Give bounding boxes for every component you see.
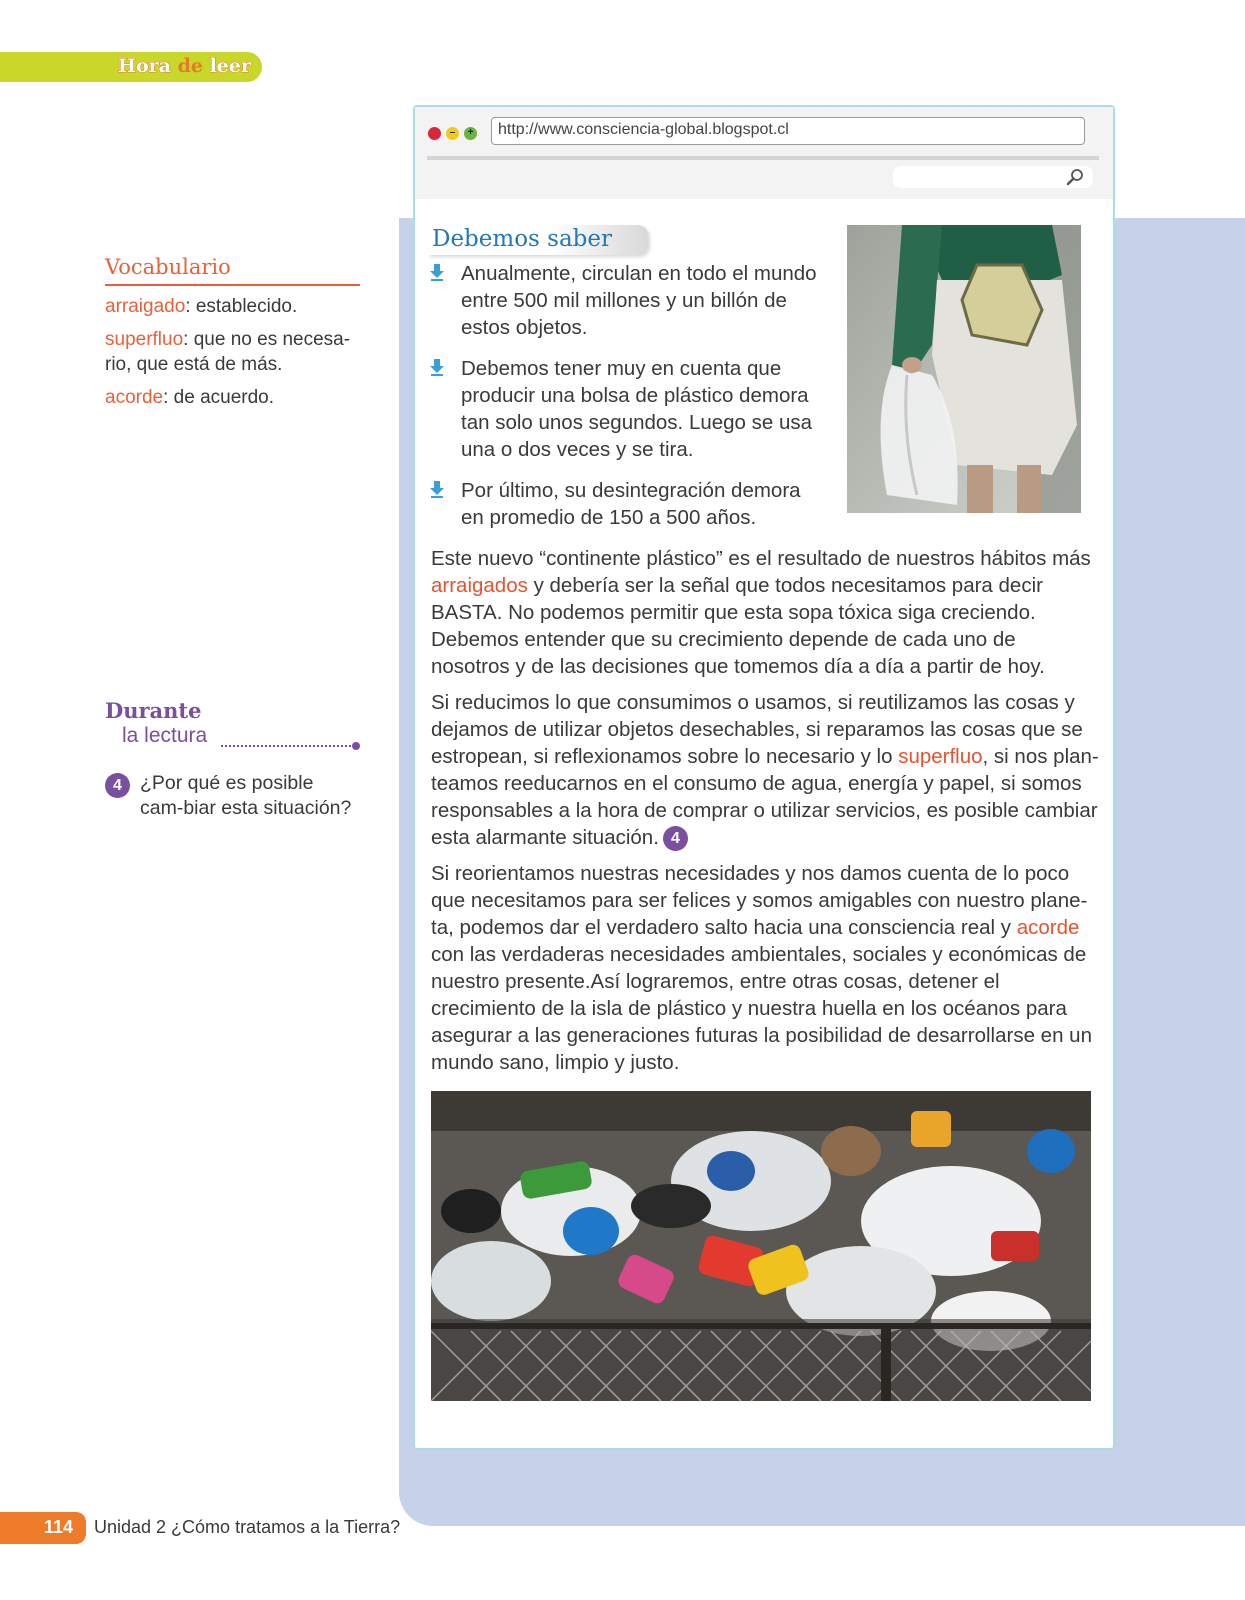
toolbar-divider bbox=[427, 156, 1099, 160]
close-window-icon[interactable] bbox=[428, 127, 441, 140]
dotted-rule bbox=[221, 745, 351, 747]
address-bar[interactable]: http://www.consciencia-global.blogspot.cl bbox=[491, 117, 1085, 145]
list-item: Debemos tener muy en cuenta que producir una bolsa de plástico demora tan solo unos segundos. Luego se usa una o dos veces y se tira. bbox=[425, 355, 825, 463]
durante-la-lectura-heading: Durante la lectura bbox=[105, 698, 365, 723]
question-marker-badge: 4 bbox=[663, 826, 688, 851]
section-tab bbox=[0, 52, 262, 82]
vocabulary-box bbox=[105, 255, 360, 410]
vocab-term: acorde bbox=[105, 387, 164, 408]
minimize-window-icon[interactable]: – bbox=[446, 127, 459, 140]
section-tab-label: Hora de leer bbox=[118, 55, 251, 77]
vocab-highlight: superfluo bbox=[898, 745, 983, 768]
debemos-saber-heading: Debemos saber bbox=[428, 225, 648, 255]
facts-list bbox=[425, 260, 825, 545]
vocab-term: arraigado bbox=[105, 296, 186, 317]
browser-toolbar bbox=[415, 107, 1113, 199]
page-number-tab bbox=[0, 1512, 86, 1544]
search-input[interactable] bbox=[893, 166, 1093, 188]
vocab-highlight: acorde bbox=[1016, 916, 1080, 940]
arrow-down-icon bbox=[429, 481, 445, 499]
reading-question bbox=[105, 771, 360, 821]
vocab-entry: arraigado: establecido. bbox=[105, 296, 298, 317]
browser-window bbox=[413, 105, 1115, 1450]
maximize-window-icon[interactable]: + bbox=[464, 127, 477, 140]
vocabulary-title: Vocabulario bbox=[105, 255, 360, 286]
article-body bbox=[431, 545, 1099, 1085]
paragraph: Si reorientamos nuestras necesidades y nos damos cuenta de lo poco que necesitamos para ser felices y somos amigables con nuestro plane-ta, podemos dar el verdadero salto hacia una consciencia real y acorde con las verdaderas necesidades ambientales, sociales y económicas de nuestro presente.Así lograremos, entre otras cosas, detener el crecimiento de la isla de plástico y nuestra huella en los océanos para asegurar a las generaciones futuras la posibilidad de desarrollarse en un mundo sano, limpio y justo. bbox=[431, 862, 1092, 1075]
arrow-down-icon bbox=[429, 359, 445, 377]
list-item: Por último, su desintegración demora en promedio de 150 a 500 años. bbox=[425, 477, 825, 531]
question-text: ¿Por qué es posible cam-biar esta situación? bbox=[140, 772, 352, 819]
vocab-term: superfluo bbox=[105, 329, 184, 350]
vocab-highlight: arraigados bbox=[431, 574, 528, 597]
page-number: 114 bbox=[43, 1517, 73, 1537]
plastic-bag-photo bbox=[847, 225, 1081, 513]
vocab-entry: superfluo: que no es necesa-rio, que está de más. bbox=[105, 329, 351, 375]
question-number-badge: 4 bbox=[105, 773, 130, 798]
rule-end-dot bbox=[352, 742, 360, 750]
paragraph: Este nuevo “continente plástico” es el resultado de nuestros hábitos más arraigados y debería ser la señal que todos necesitamos para decir BASTA. No podemos permitir que esta sopa tóxica siga creciendo. Debemos entender que su crecimiento depende de cada uno de nosotros y de las decisiones que tomemos día a día a partir de hoy. bbox=[431, 547, 1091, 678]
unit-title: Unidad 2 ¿Cómo tratamos a la Tierra? bbox=[94, 1517, 401, 1537]
search-icon[interactable] bbox=[1065, 167, 1085, 187]
vocab-entry: acorde: de acuerdo. bbox=[105, 387, 275, 408]
plastic-waste-photo bbox=[431, 1091, 1091, 1401]
paragraph: Si reducimos lo que consumimos o usamos, si reutilizamos las cosas y dejamos de utilizar objetos desechables, si reparamos las cosas que se estropean, si reflexionamos sobre lo necesario y lo superfluo, si nos plan-teamos reeducarnos en el consumo de agua, energía y papel, si somos responsables a la hora de comprar o utilizar servicios, es posible cambiar esta alarmante situación. 4 bbox=[431, 689, 1099, 851]
arrow-down-icon bbox=[429, 264, 445, 282]
list-item: Anualmente, circulan en todo el mundo entre 500 mil millones y un billón de estos objetos. bbox=[425, 260, 825, 341]
